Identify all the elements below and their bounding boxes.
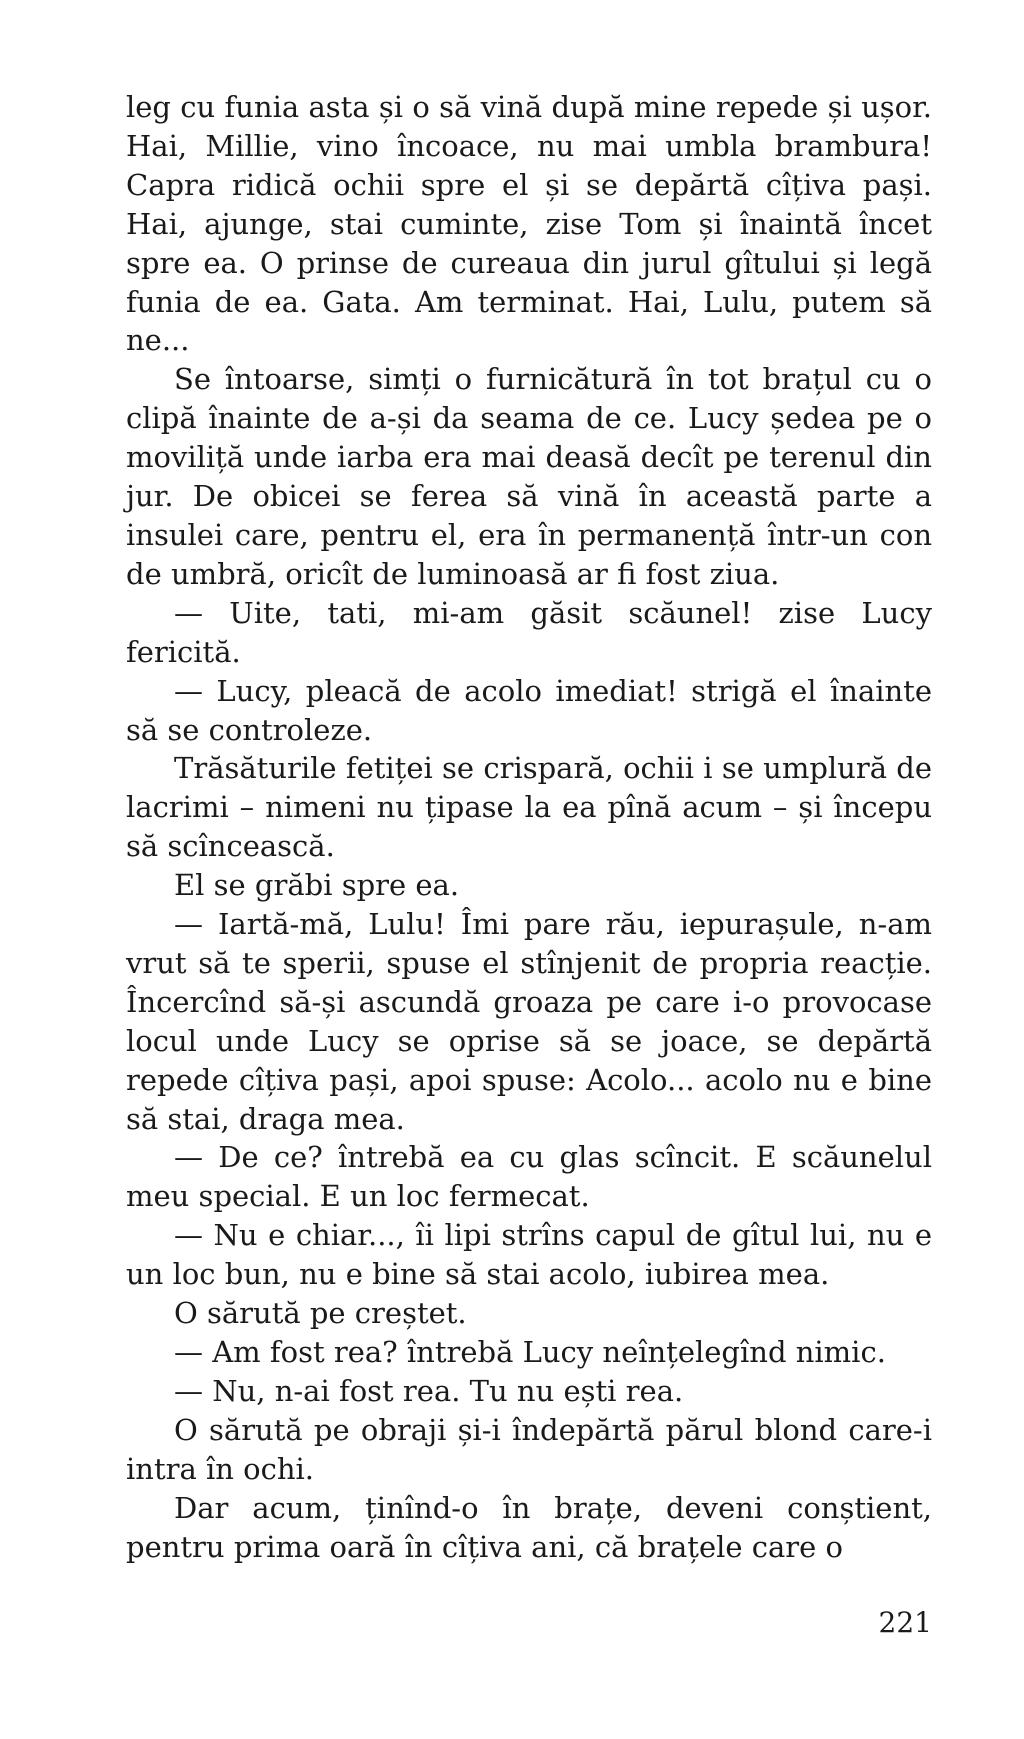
paragraph-4: — Lucy, pleacă de acolo imediat! strigă el înainte să se controleze. bbox=[126, 673, 932, 747]
paragraph-12: — Nu, n-ai fost rea. Tu nu ești rea. bbox=[174, 1373, 684, 1408]
paragraph-8: — De ce? întrebă ea cu glas scîncit. E scăunelul meu special. E un loc fermecat. bbox=[126, 1140, 932, 1214]
paragraph-14: Dar acum, ținînd-o în brațe, deveni conștient, pentru prima oară în cîțiva ani, că brațele care o bbox=[126, 1490, 932, 1564]
paragraph-2: Se întoarse, simți o furnicătură în tot brațul cu o clipă înainte de a-și da seama de ce. Lucy ședea pe o moviliță unde iarba era mai deasă decît pe terenul din jur. De obicei se ferea să vină în această parte a insulei care, pentru el, era în permanență într-un con de umbră, oricît de luminoasă ar fi fost ziua. bbox=[126, 362, 932, 591]
page-number: 221 bbox=[878, 1606, 932, 1639]
page-body bbox=[126, 88, 932, 1566]
paragraph-10: O sărută pe creștet. bbox=[174, 1296, 467, 1331]
paragraph-9: — Nu e chiar..., îi lipi strîns capul de gîtul lui, nu e un loc bun, nu e bine să stai acolo, iubirea mea. bbox=[126, 1218, 932, 1292]
paragraph-11: — Am fost rea? întrebă Lucy neînțelegînd nimic. bbox=[174, 1335, 886, 1369]
paragraph-7: — Iartă-mă, Lulu! Îmi pare rău, iepurașule, n-am vrut să te sperii, spuse el stînjenit de propria reacție. Încercînd să-și ascundă groaza pe care i-o provocase locul unde Lucy se oprise să se joace, se depărtă repede cîțiva pași, apoi spuse: Acolo... acolo nu e bine să stai, draga mea. bbox=[126, 907, 932, 1136]
paragraph-3: — Uite, tati, mi-am găsit scăunel! zise Lucy fericită. bbox=[126, 595, 932, 669]
paragraph-6: El se grăbi spre ea. bbox=[174, 868, 460, 903]
paragraph-1: leg cu funia asta și o să vină după mine repede și ușor. Hai, Millie, vino încoace, nu mai umbla brambura! Capra ridică ochii spre el și se depărtă cîțiva pași. Hai, ajunge, stai cuminte, zise Tom și înaintă încet spre ea. O prinse de cureaua din jurul gîtului și legă funia de ea. Gata. Am terminat. Hai, Lulu, putem să ne... bbox=[126, 90, 932, 358]
paragraph-13: O sărută pe obraji și-i îndepărtă părul blond care-i intra în ochi. bbox=[126, 1412, 932, 1486]
paragraph-5: Trăsăturile fetiței se crispară, ochii i se umplură de lacrimi – nimeni nu țipase la ea pînă acum – și începu să scîncească. bbox=[126, 751, 932, 864]
